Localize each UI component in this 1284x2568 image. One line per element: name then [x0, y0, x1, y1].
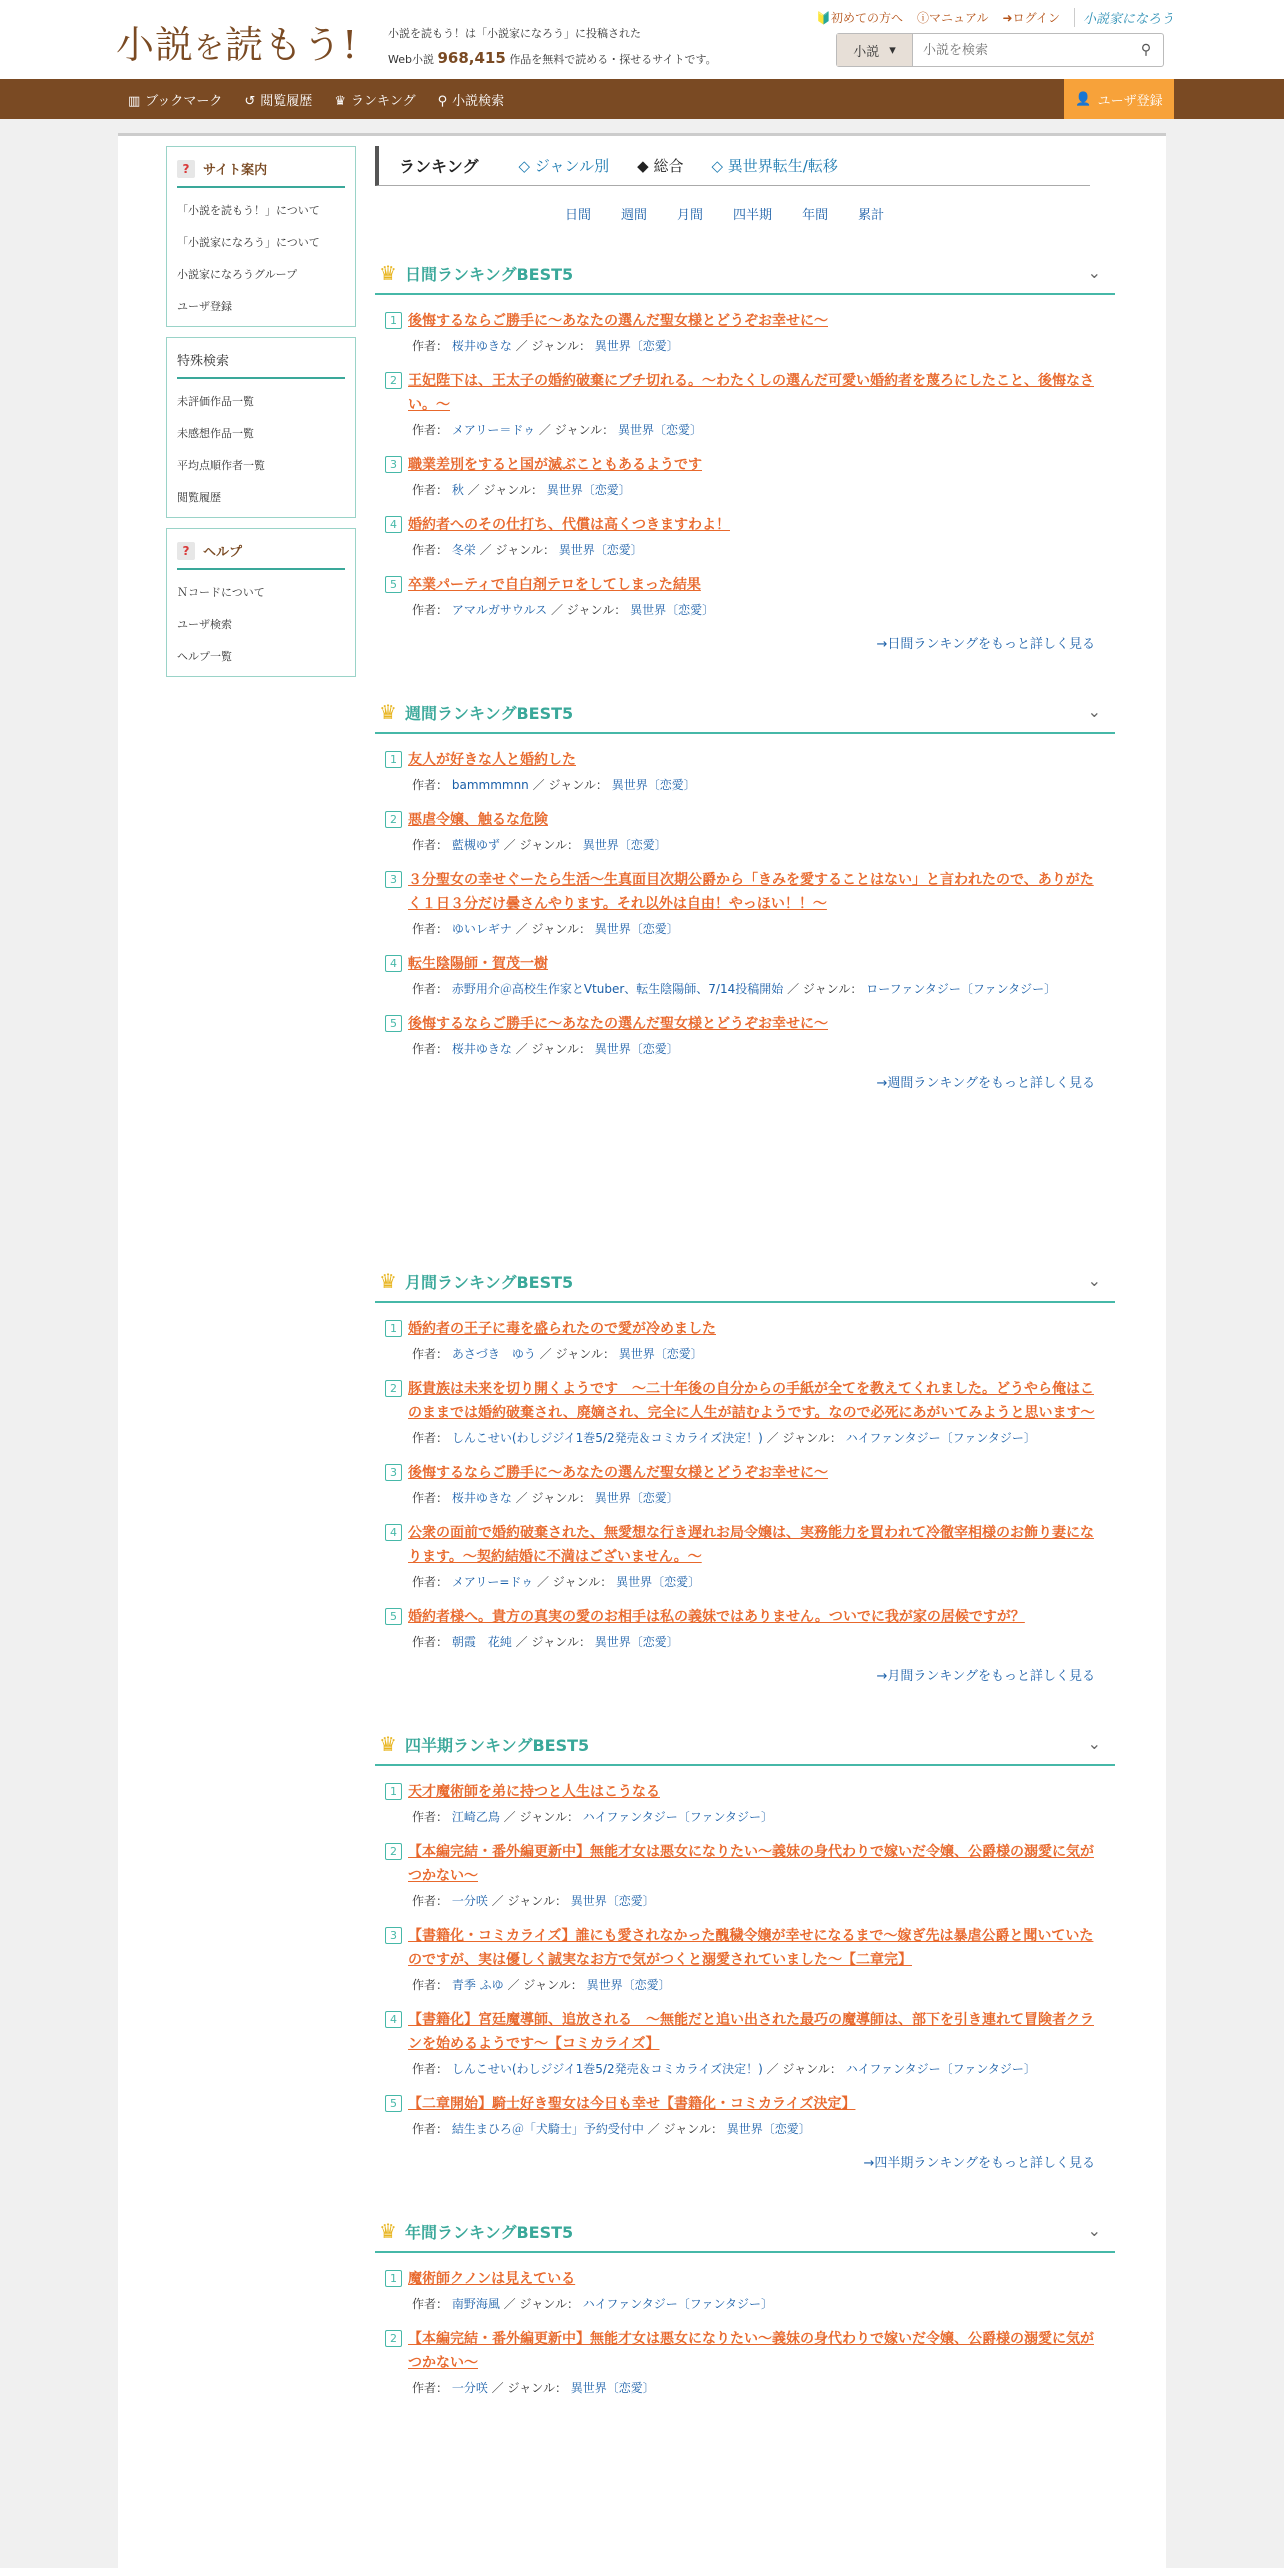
genre-link[interactable]: 異世界〔恋愛〕: [546, 483, 631, 497]
genre-link[interactable]: 異世界〔恋愛〕: [594, 1635, 679, 1649]
work-meta: 作者： ゆいレギナ ／ ジャンル： 異世界〔恋愛〕: [412, 922, 679, 936]
genre-link[interactable]: 異世界〔恋愛〕: [570, 1894, 655, 1908]
first-time-link[interactable]: 🔰初めての方へ: [816, 11, 903, 25]
work-meta: 作者： 桜井ゆきな ／ ジャンル： 異世界〔恋愛〕: [412, 339, 679, 353]
ranking-item: [385, 1780, 1105, 1826]
ranking-item: [385, 808, 1105, 854]
rank-number: 1: [385, 312, 402, 329]
chevron-down-icon[interactable]: ⌄: [1087, 1734, 1101, 1753]
work-title-link[interactable]: 職業差別をすると国が滅ぶこともあるようです: [408, 457, 702, 473]
search-icon[interactable]: ⚲: [1140, 42, 1152, 58]
work-meta: 作者： メアリー=ドゥ ／ ジャンル： 異世界〔恋愛〕: [412, 1575, 701, 1589]
author-link[interactable]: しんこせい(わしジジイ1巻5/2発売＆コミカライズ決定！): [451, 2062, 763, 2076]
author-link[interactable]: メアリー＝ドゥ: [451, 423, 536, 437]
rank-number: 3: [385, 1927, 402, 1944]
section-header[interactable]: [375, 1261, 1115, 1303]
genre-link[interactable]: ハイファンタジー〔ファンタジー〕: [845, 1431, 1036, 1445]
author-link[interactable]: 秋: [451, 483, 464, 497]
section-title: 年間ランキングBEST5: [404, 2222, 574, 2242]
chevron-down-icon[interactable]: ⌄: [1087, 1271, 1101, 1290]
ranking-item: [385, 748, 1105, 794]
ranking-item: [385, 573, 1105, 619]
genre-link[interactable]: 異世界〔恋愛〕: [611, 778, 696, 792]
ranking-item: [385, 513, 1105, 559]
rank-number: 4: [385, 516, 402, 533]
ranking-item: [385, 309, 1105, 355]
work-title-link[interactable]: 【書籍化・コミカライズ】誰にも愛されなかった醜穢令嬢が幸せになるまで〜嫁ぎ先は暴虐公爵と聞いていたのですが、実は優しく誠実なお方で気がつくと溺愛されていました〜【二章完】: [408, 1928, 1094, 1968]
rank-number: 3: [385, 871, 402, 888]
author-link[interactable]: 一分咲: [451, 2381, 488, 2395]
sidebar: [166, 146, 356, 687]
period-quarterly[interactable]: 四半期: [733, 208, 773, 223]
ranking-section: [375, 692, 1115, 1091]
work-title-link[interactable]: 後悔するならご勝手に～あなたの選んだ聖女様とどうぞお幸せに～: [408, 313, 828, 329]
genre-link[interactable]: ハイファンタジー〔ファンタジー〕: [845, 2062, 1036, 2076]
work-title-link[interactable]: 【本編完結・番外編更新中】無能才女は悪女になりたい～義妹の身代わりで嫁いだ令嬢、公爵様の溺愛に気がつかない～: [408, 2331, 1094, 2371]
rank-number: 1: [385, 751, 402, 768]
work-title-link[interactable]: 王妃陛下は、王太子の婚約破棄にブチ切れる。～わたくしの選んだ可愛い婚約者を蔑ろにしたこと、後悔なさい。～: [408, 373, 1094, 413]
register-button[interactable]: 👤 ユーザ登録: [1064, 79, 1174, 119]
ranking-item: [385, 1521, 1105, 1591]
rank-number: 5: [385, 2095, 402, 2112]
work-meta: 作者： メアリー＝ドゥ ／ ジャンル： 異世界〔恋愛〕: [412, 423, 703, 437]
work-meta: 作者： 桜井ゆきな ／ ジャンル： 異世界〔恋愛〕: [412, 1042, 679, 1056]
work-meta: 作者： あさづき ゆう ／ ジャンル： 異世界〔恋愛〕: [412, 1347, 703, 1361]
search-box: [836, 33, 1164, 67]
author-link[interactable]: あさづき ゆう: [451, 1347, 536, 1361]
more-link[interactable]: →週間ランキングをもっと詳しく見る: [876, 1076, 1095, 1091]
author-link[interactable]: 江崎乙鳥: [451, 1810, 500, 1824]
sidebar-item[interactable]: 平均点順作者一覧: [177, 459, 265, 472]
author-link[interactable]: ゆいレギナ: [451, 922, 512, 936]
rank-number: 2: [385, 811, 402, 828]
author-link[interactable]: しんこせい(わしジジイ1巻5/2発売＆コミカライズ決定！): [451, 1431, 763, 1445]
sidebar-item[interactable]: ヘルプ一覧: [177, 650, 232, 663]
section-title: 日間ランキングBEST5: [404, 264, 574, 284]
work-meta: 作者： 一分咲 ／ ジャンル： 異世界〔恋愛〕: [412, 1894, 655, 1908]
rank-number: 1: [385, 1783, 402, 1800]
sidebar-item[interactable]: ユーザ検索: [177, 618, 232, 631]
rank-number: 1: [385, 2270, 402, 2287]
genre-link[interactable]: ハイファンタジー〔ファンタジー〕: [582, 2297, 773, 2311]
author-link[interactable]: 青季 ふゆ: [451, 1978, 504, 1992]
nav-ranking[interactable]: ♛ ランキング: [334, 93, 416, 109]
author-link[interactable]: メアリー=ドゥ: [451, 1575, 534, 1589]
sidebar-item[interactable]: Ｎコードについて: [177, 586, 265, 599]
genre-link[interactable]: 異世界〔恋愛〕: [582, 838, 667, 852]
author-link[interactable]: 結生まひろ＠「犬騎士」予約受付中: [451, 2122, 644, 2136]
login-link[interactable]: ➜ログイン: [1002, 11, 1060, 25]
work-title-link[interactable]: 婚約者の王子に毒を盛られたので愛が冷めました: [408, 1321, 716, 1337]
work-title-link[interactable]: 魔術師クノンは見えている: [408, 2271, 576, 2287]
work-meta: 作者： 藍槻ゆず ／ ジャンル： 異世界〔恋愛〕: [412, 838, 667, 852]
site-header: [0, 0, 1284, 79]
narou-logo-link[interactable]: 小説家になろう: [1074, 8, 1174, 27]
work-meta: 作者： 一分咲 ／ ジャンル： 異世界〔恋愛〕: [412, 2381, 655, 2395]
work-meta: 作者： 冬栄 ／ ジャンル： 異世界〔恋愛〕: [412, 543, 643, 557]
work-title-link[interactable]: 悪虐令嬢、触るな危険: [408, 812, 548, 828]
ranking-item: [385, 2267, 1105, 2313]
genre-link[interactable]: 異世界〔恋愛〕: [594, 1491, 679, 1505]
work-meta: 作者： 秋 ／ ジャンル： 異世界〔恋愛〕: [412, 483, 631, 497]
work-meta: 作者： 南野海風 ／ ジャンル： ハイファンタジー〔ファンタジー〕: [412, 2297, 773, 2311]
nav-history[interactable]: ↺ 閲覧履歴: [244, 93, 313, 109]
manual-link[interactable]: ⓘマニュアル: [916, 11, 989, 25]
sidebar-item[interactable]: 小説家になろうグループ: [177, 268, 298, 281]
history-icon: ↺: [244, 93, 256, 109]
ranking-item: [385, 952, 1105, 998]
author-link[interactable]: 一分咲: [451, 1894, 488, 1908]
work-count: 968,415: [437, 49, 506, 67]
sidebar-item[interactable]: 「小説を読もう！」について: [177, 204, 320, 217]
section-header[interactable]: [375, 692, 1115, 734]
work-title-link[interactable]: 【本編完結・番外編更新中】無能才女は悪女になりたい～義妹の身代わりで嫁いだ令嬢、公爵様の溺愛に気がつかない～: [408, 1844, 1094, 1884]
genre-link[interactable]: 異世界〔恋愛〕: [570, 2381, 655, 2395]
search-icon: ⚲: [437, 93, 448, 109]
ranking-item: [385, 2008, 1105, 2078]
work-meta: 作者： 桜井ゆきな ／ ジャンル： 異世界〔恋愛〕: [412, 1491, 679, 1505]
ranking-item: [385, 1840, 1105, 1910]
period-weekly[interactable]: 週間: [621, 208, 648, 223]
work-title-link[interactable]: 婚約者様へ。貴方の真実の愛のお相手は私の義妹ではありません。ついでに我が家の居候ですが？: [408, 1609, 1025, 1625]
site-guide-box: ? サイト案内 「小説を読もう！」について 「小説家になろう」について 小説家になろうグループ ユーザ登録: [166, 146, 356, 327]
rank-number: 4: [385, 2011, 402, 2028]
author-link[interactable]: 赤野用介＠高校生作家とVtuber、転生陰陽師、7/14投稿開始: [451, 982, 784, 996]
sidebar-item[interactable]: 「小説家になろう」について: [177, 236, 320, 249]
period-daily[interactable]: 日間: [565, 208, 592, 223]
work-meta: 作者： 赤野用介＠高校生作家とVtuber、転生陰陽師、7/14投稿開始 ／ ジャンル： ローファンタジー〔ファンタジー〕: [412, 982, 1057, 996]
ranking-item: [385, 2092, 1105, 2138]
work-meta: 作者： 朝霞 花純 ／ ジャンル： 異世界〔恋愛〕: [412, 1635, 679, 1649]
sidebar-item[interactable]: 未評価作品一覧: [177, 395, 254, 408]
ranking-tabs: [375, 146, 1090, 186]
author-link[interactable]: bammmmnn: [451, 778, 529, 792]
ranking-section: [375, 1261, 1115, 1684]
sidebar-item[interactable]: 閲覧履歴: [177, 491, 221, 504]
chevron-down-icon[interactable]: ⌄: [1087, 2221, 1101, 2240]
genre-link[interactable]: ローファンタジー〔ファンタジー〕: [866, 982, 1057, 996]
ranking-item: [385, 1605, 1105, 1651]
genre-link[interactable]: 異世界〔恋愛〕: [630, 603, 715, 617]
question-icon: ?: [177, 542, 195, 560]
author-link[interactable]: 桜井ゆきな: [451, 339, 512, 353]
question-icon: ?: [177, 160, 195, 178]
work-title-link[interactable]: 婚約者へのその仕打ち、代償は高くつきますわよ！: [408, 517, 730, 533]
rank-number: 5: [385, 1015, 402, 1032]
rank-number: 5: [385, 576, 402, 593]
ranking-section: [375, 1724, 1115, 2171]
ranking-section: [375, 2211, 1115, 2397]
main-nav: [0, 79, 1284, 119]
author-link[interactable]: 桜井ゆきな: [451, 1491, 512, 1505]
period-yearly[interactable]: 年間: [802, 208, 829, 223]
ranking-sections: [375, 253, 1115, 2397]
genre-link[interactable]: 異世界〔恋愛〕: [726, 2122, 811, 2136]
work-meta: 作者： bammmmnn ／ ジャンル： 異世界〔恋愛〕: [412, 778, 696, 792]
genre-link[interactable]: 異世界〔恋愛〕: [594, 922, 679, 936]
work-meta: 作者： アマルガサウルス ／ ジャンル： 異世界〔恋愛〕: [412, 603, 715, 617]
author-link[interactable]: 桜井ゆきな: [451, 1042, 512, 1056]
work-title-link[interactable]: ３分聖女の幸せぐーたら生活〜生真面目次期公爵から「きみを愛することはない」と言われたので、ありがたく１日３分だけ曇さんやります。それ以外は自由！やっほい！！〜: [408, 872, 1094, 912]
rank-number: 1: [385, 1320, 402, 1337]
more-link[interactable]: →月間ランキングをもっと詳しく見る: [876, 1669, 1095, 1684]
section-header[interactable]: [375, 2211, 1115, 2253]
work-title-link[interactable]: 豚貴族は未来を切り開くようです ～二十年後の自分からの手紙が全てを教えてくれました。どうやら俺はこのままでは婚約破棄され、廃嫡され、完全に人生が詰むようです。なので必死にあがいてみようと思います～: [408, 1381, 1095, 1421]
ranking-item: [385, 1461, 1105, 1507]
more-link[interactable]: →四半期ランキングをもっと詳しく見る: [863, 2156, 1095, 2171]
period-monthly[interactable]: 月間: [677, 208, 704, 223]
ranking-item: [385, 1924, 1105, 1994]
author-link[interactable]: 南野海風: [451, 2297, 500, 2311]
rank-number: 3: [385, 1464, 402, 1481]
chevron-down-icon[interactable]: ⌄: [1087, 263, 1101, 282]
ranking-section: [375, 253, 1115, 652]
crown-icon: ♛: [334, 93, 346, 109]
site-logo[interactable]: 小説を読もう!: [116, 23, 359, 67]
work-title-link[interactable]: 後悔するならご勝手に～あなたの選んだ聖女様とどうぞお幸せに～: [408, 1016, 828, 1032]
site-tagline: 小説を読もう！は「小説家になろう」に投稿された Web小説 968,415 作品を無料で読める・探せるサイトです。: [388, 27, 717, 67]
crown-icon: ♛: [379, 2219, 397, 2243]
bookmark-icon: ▥: [128, 93, 141, 109]
period-total[interactable]: 累計: [858, 208, 885, 223]
work-title-link[interactable]: 卒業パーティで自白剤テロをしてしまった結果: [408, 577, 701, 593]
tab-overall[interactable]: ◆ 総合: [637, 157, 684, 175]
work-title-link[interactable]: 友人が好きな人と婚約した: [408, 752, 576, 768]
sidebar-item[interactable]: ユーザ登録: [177, 300, 232, 313]
genre-link[interactable]: 異世界〔恋愛〕: [618, 1347, 703, 1361]
section-header[interactable]: [375, 253, 1115, 295]
period-links: [375, 186, 1115, 223]
work-meta: 作者： 結生まひろ＠「犬騎士」予約受付中 ／ ジャンル： 異世界〔恋愛〕: [412, 2122, 811, 2136]
nav-bookmark[interactable]: ▥ ブックマーク: [128, 93, 223, 109]
work-title-link[interactable]: 天才魔術師を弟に持つと人生はこうなる: [408, 1784, 660, 1800]
ranking-item: [385, 2327, 1105, 2397]
page-title: ランキング: [399, 157, 479, 176]
section-header[interactable]: [375, 1724, 1115, 1766]
crown-icon: ♛: [379, 1732, 397, 1756]
ranking-main: [375, 146, 1115, 2411]
author-link[interactable]: 朝霞 花純: [451, 1635, 512, 1649]
rank-number: 2: [385, 2330, 402, 2347]
main-container: [118, 133, 1166, 2568]
ranking-item: [385, 1012, 1105, 1058]
crown-icon: ♛: [379, 1269, 397, 1293]
rank-number: 5: [385, 1608, 402, 1625]
rank-number: 2: [385, 372, 402, 389]
special-search-box: 特殊検索 未評価作品一覧 未感想作品一覧 平均点順作者一覧 閲覧履歴: [166, 337, 356, 518]
search-type-select[interactable]: 小説 ▾: [837, 34, 913, 66]
tab-isekai[interactable]: ◇ 異世界転生/転移: [711, 157, 838, 175]
work-meta: 作者： 青季 ふゆ ／ ジャンル： 異世界〔恋愛〕: [412, 1978, 671, 1992]
work-title-link[interactable]: 【二章開始】騎士好き聖女は今日も幸せ【書籍化・コミカライズ決定】: [408, 2096, 856, 2112]
ranking-item: [385, 453, 1105, 499]
work-title-link[interactable]: 公衆の面前で婚約破棄された、無愛想な行き遅れお局令嬢は、実務能力を買われて冷徹宰相様のお飾り妻になります。～契約結婚に不満はございません。～: [408, 1525, 1094, 1565]
rank-number: 3: [385, 456, 402, 473]
crown-icon: ♛: [379, 261, 397, 285]
genre-link[interactable]: 異世界〔恋愛〕: [586, 1978, 671, 1992]
more-link[interactable]: →日間ランキングをもっと詳しく見る: [876, 637, 1095, 652]
help-box: ? ヘルプ Ｎコードについて ユーザ検索 ヘルプ一覧: [166, 528, 356, 677]
crown-icon: ♛: [379, 700, 397, 724]
work-meta: 作者： しんこせい(わしジジイ1巻5/2発売＆コミカライズ決定！) ／ ジャンル： ハイファンタジー〔ファンタジー〕: [412, 1431, 1036, 1445]
nav-search[interactable]: ⚲ 小説検索: [437, 93, 505, 109]
tab-genre[interactable]: ◇ ジャンル別: [518, 157, 610, 175]
sidebar-item[interactable]: 未感想作品一覧: [177, 427, 254, 440]
genre-link[interactable]: 異世界〔恋愛〕: [618, 423, 703, 437]
work-title-link[interactable]: 後悔するならご勝手に～あなたの選んだ聖女様とどうぞお幸せに～: [408, 1465, 828, 1481]
ranking-item: [385, 369, 1105, 439]
ranking-item: [385, 868, 1105, 938]
genre-link[interactable]: ハイファンタジー〔ファンタジー〕: [582, 1810, 773, 1824]
work-meta: 作者： しんこせい(わしジジイ1巻5/2発売＆コミカライズ決定！) ／ ジャンル： ハイファンタジー〔ファンタジー〕: [412, 2062, 1036, 2076]
top-links: [816, 8, 1174, 27]
user-icon: 👤: [1075, 91, 1092, 107]
section-title: 四半期ランキングBEST5: [404, 1735, 590, 1755]
rank-number: 4: [385, 1524, 402, 1541]
rank-number: 2: [385, 1843, 402, 1860]
ranking-item: [385, 1377, 1105, 1447]
work-title-link[interactable]: 転生陰陽師・賀茂一樹: [408, 956, 548, 972]
ranking-item: [385, 1317, 1105, 1363]
author-link[interactable]: アマルガサウルス: [451, 603, 548, 617]
work-title-link[interactable]: 【書籍化】宮廷魔導師、追放される ～無能だと追い出された最巧の魔導師は、部下を引き連れて冒険者クランを始めるようです～【コミカライズ】: [408, 2012, 1094, 2052]
rank-number: 2: [385, 1380, 402, 1397]
section-title: 週間ランキングBEST5: [404, 703, 574, 723]
genre-link[interactable]: 異世界〔恋愛〕: [594, 1042, 679, 1056]
rank-number: 4: [385, 955, 402, 972]
search-input[interactable]: [913, 34, 1129, 66]
section-title: 月間ランキングBEST5: [404, 1272, 574, 1292]
chevron-down-icon[interactable]: ⌄: [1087, 702, 1101, 721]
genre-link[interactable]: 異世界〔恋愛〕: [558, 543, 643, 557]
work-meta: 作者： 江崎乙鳥 ／ ジャンル： ハイファンタジー〔ファンタジー〕: [412, 1810, 773, 1824]
chevron-down-icon: ▾: [889, 42, 896, 58]
author-link[interactable]: 冬栄: [451, 543, 476, 557]
genre-link[interactable]: 異世界〔恋愛〕: [616, 1575, 701, 1589]
genre-link[interactable]: 異世界〔恋愛〕: [594, 339, 679, 353]
author-link[interactable]: 藍槻ゆず: [451, 838, 500, 852]
